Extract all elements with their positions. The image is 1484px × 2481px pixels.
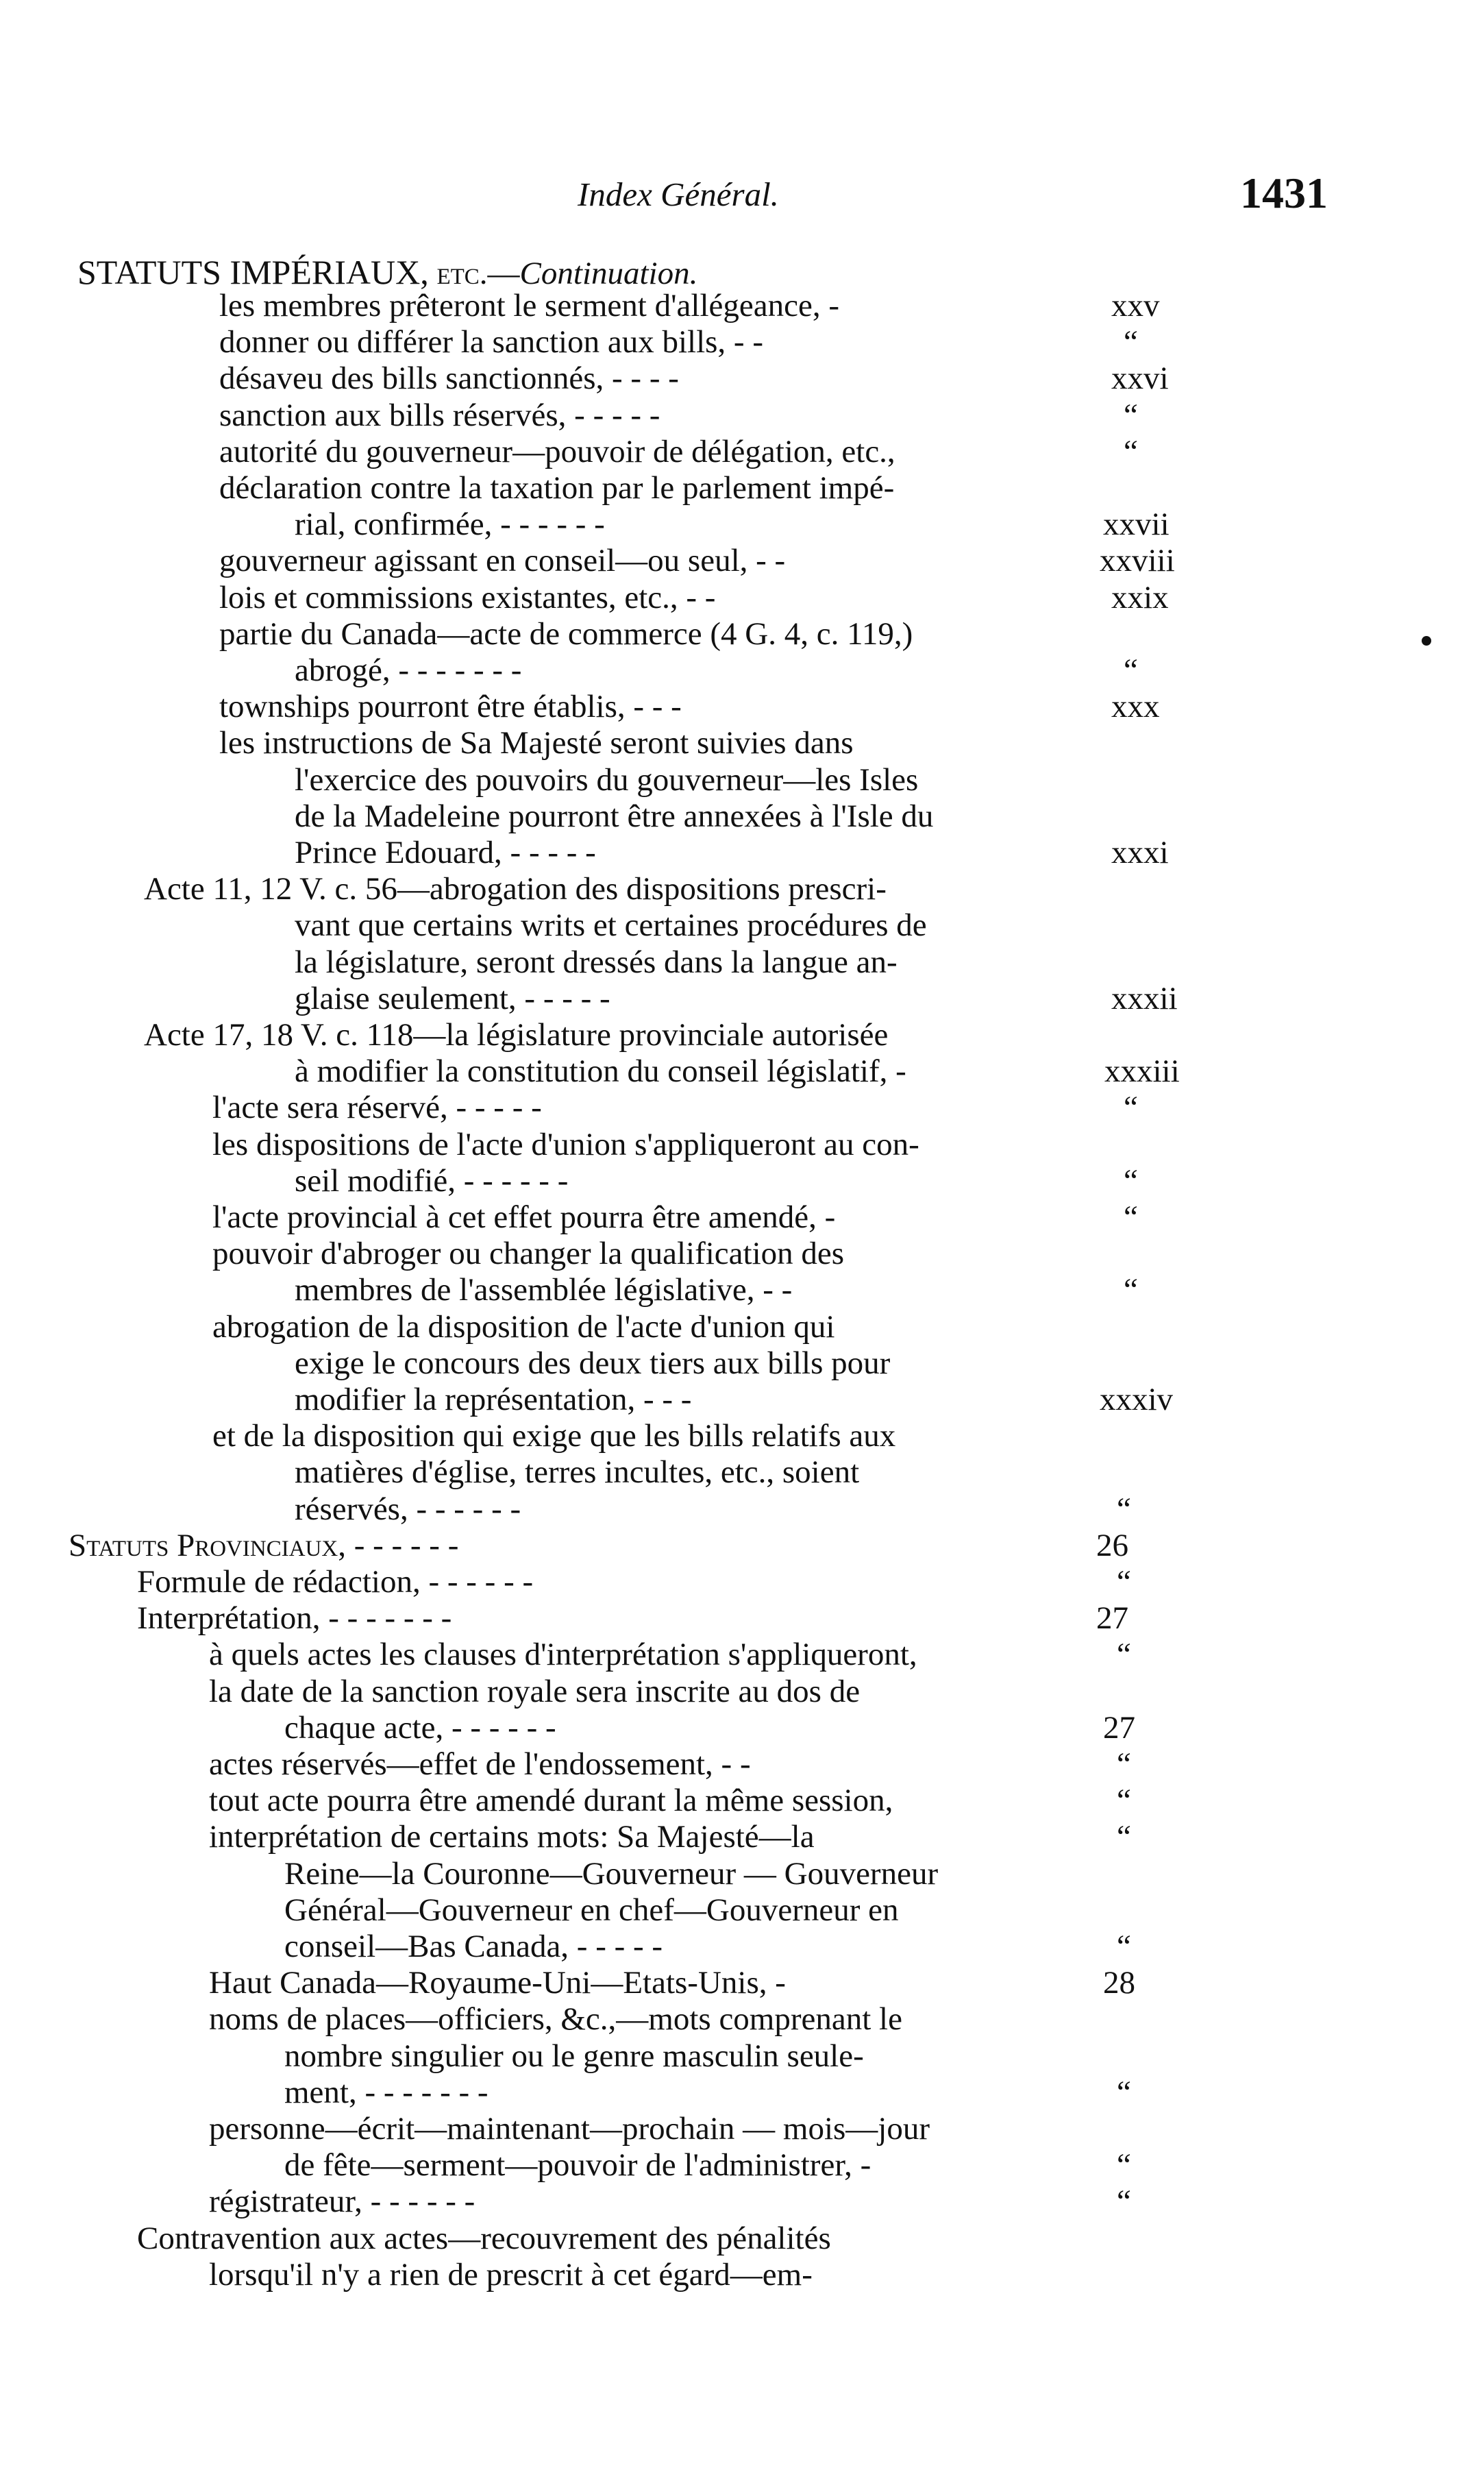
entry-text: Reine—la Couronne—Gouverneur — Gouverneur xyxy=(284,1855,939,1892)
entry-page-ref: xxvi xyxy=(1111,360,1169,397)
index-entry xyxy=(0,1271,1484,1308)
entry-text: Contravention aux actes—recouvrement des pénalités xyxy=(137,2220,831,2256)
entry-text: à quels actes les clauses d'interprétation s'appliqueront, xyxy=(209,1637,917,1673)
entry-text: les dispositions de l'acte d'union s'appliqueront au con- xyxy=(212,1126,919,1162)
entry-text: de fête—serment—pouvoir de l'administrer, - xyxy=(284,2147,871,2184)
entry-text: partie du Canada—acte de commerce (4 G. 4, c. 119,) xyxy=(219,615,913,652)
entry-page-ref: xxxiv xyxy=(1100,1382,1174,1417)
entry-text: les membres prêteront le serment d'allégeance, - xyxy=(219,288,839,323)
entry-text: autorité du gouverneur—pouvoir de délégation, etc., xyxy=(219,433,895,469)
entry-text: vant que certains writs et certaines procédures de xyxy=(295,907,927,944)
index-entry xyxy=(0,2220,1484,2257)
running-header-title: Index Général. xyxy=(578,175,779,213)
entry-page-ref: 27 xyxy=(1103,1709,1135,1746)
entry-text: la date de la sanction royale sera inscrite au dos de xyxy=(209,1673,861,1709)
entry-page-ref: 26 xyxy=(1096,1527,1128,1563)
entry-text: Formule de rédaction, - - - - - - xyxy=(137,1564,534,1600)
entry-page-ref: “ xyxy=(1124,1272,1138,1308)
index-entry xyxy=(0,724,1484,761)
entry-text: rial, confirmée, - - - - - - xyxy=(295,506,605,543)
entry-text: interprétation de certains mots: Sa Majesté—la xyxy=(209,1819,815,1855)
entry-text: donner ou différer la sanction aux bills, - - xyxy=(219,324,763,360)
index-entry xyxy=(0,2110,1484,2147)
entry-text: lois et commissions existantes, etc., - - xyxy=(219,579,716,615)
entry-text: glaise seulement, - - - - - xyxy=(295,980,610,1016)
index-entry xyxy=(0,688,1484,725)
entry-page-ref: xxxiii xyxy=(1104,1053,1180,1090)
page-number: 1431 xyxy=(1240,169,1328,217)
index-entry xyxy=(0,433,1484,470)
entry-text: les instructions de Sa Majesté seront suivies dans xyxy=(219,725,854,761)
entry-text: townships pourront être établis, - - - xyxy=(219,689,682,725)
index-entry xyxy=(0,1636,1484,1673)
index-entry xyxy=(0,1345,1484,1382)
index-entry xyxy=(0,360,1484,397)
index-entry xyxy=(0,287,1484,324)
entry-page-ref: “ xyxy=(1124,1090,1138,1126)
index-entry xyxy=(0,1928,1484,1965)
entry-page-ref: 27 xyxy=(1096,1600,1128,1637)
entry-text: tout acte pourra être amendé durant la même session, xyxy=(209,1783,893,1819)
index-entry xyxy=(0,944,1484,981)
index-entry xyxy=(0,1016,1484,1053)
entry-page-ref: “ xyxy=(1117,1929,1131,1964)
index-entry xyxy=(0,1563,1484,1600)
index-entry xyxy=(0,615,1484,652)
index-entry xyxy=(0,1417,1484,1454)
entry-text: et de la disposition qui exige que les bills relatifs aux xyxy=(212,1418,896,1454)
index-entry xyxy=(0,2074,1484,2111)
entry-text: Haut Canada—Royaume-Uni—Etats-Unis, - xyxy=(209,1965,786,2001)
entry-page-ref: “ xyxy=(1117,1783,1131,1819)
entry-page-ref: 28 xyxy=(1103,1965,1135,2001)
index-entry xyxy=(0,1709,1484,1746)
index-entry xyxy=(0,1199,1484,1236)
entry-text: gouverneur agissant en conseil—ou seul, - - xyxy=(219,543,786,579)
index-entry xyxy=(0,1162,1484,1199)
entry-text: abrogé, - - - - - - - xyxy=(295,652,522,688)
entry-page-ref: “ xyxy=(1117,2147,1131,2184)
margin-mark xyxy=(1422,636,1431,646)
entry-text: actes réservés—effet de l'endossement, - - xyxy=(209,1746,751,1782)
entry-page-ref: “ xyxy=(1124,324,1138,360)
index-entry xyxy=(0,1892,1484,1929)
index-entry xyxy=(0,1855,1484,1892)
entry-text: exige le concours des deux tiers aux bills pour xyxy=(295,1345,891,1381)
entry-page-ref: “ xyxy=(1117,1564,1131,1600)
index-entry xyxy=(0,579,1484,616)
entry-page-ref: “ xyxy=(1117,1491,1131,1527)
entry-page-ref: xxv xyxy=(1111,288,1160,323)
index-entry xyxy=(0,2001,1484,2038)
entry-page-ref: “ xyxy=(1117,1637,1131,1673)
index-entry xyxy=(0,1782,1484,1819)
heading-main: STATUTS IMPÉRIAUX, xyxy=(77,253,429,291)
index-entry xyxy=(0,469,1484,506)
index-entry xyxy=(0,980,1484,1017)
index-entry xyxy=(0,2147,1484,2184)
index-entry xyxy=(0,1454,1484,1491)
entry-text: l'exercice des pouvoirs du gouverneur—les Isles xyxy=(295,761,919,798)
entry-text: abrogation de la disposition de l'acte d'union qui xyxy=(212,1308,835,1345)
entry-text: Prince Edouard, - - - - - xyxy=(295,835,596,870)
entry-text: pouvoir d'abroger ou changer la qualification des xyxy=(212,1236,845,1272)
index-entry xyxy=(0,1964,1484,2001)
index-entry xyxy=(0,323,1484,360)
index-entry xyxy=(0,870,1484,907)
entry-page-ref: “ xyxy=(1124,433,1138,469)
index-entry xyxy=(0,397,1484,434)
index-entry xyxy=(0,1308,1484,1345)
index-entry xyxy=(0,1381,1484,1418)
entry-text: membres de l'assemblée législative, - - xyxy=(295,1272,793,1308)
entry-text: l'acte provincial à cet effet pourra être amendé, - xyxy=(212,1199,836,1235)
entry-page-ref: “ xyxy=(1117,1746,1131,1782)
entry-text: matières d'église, terres incultes, etc., soient xyxy=(295,1454,860,1491)
index-entry xyxy=(0,1673,1484,1710)
entry-text: lorsqu'il n'y a rien de prescrit à cet égard—em- xyxy=(209,2256,813,2293)
index-entry xyxy=(0,542,1484,579)
entry-text: Acte 11, 12 V. c. 56—abrogation des dispositions prescri- xyxy=(144,871,887,907)
index-entry xyxy=(0,907,1484,944)
entry-text: réservés, - - - - - - xyxy=(295,1491,521,1527)
index-entry xyxy=(0,2183,1484,2220)
entry-text: à modifier la constitution du conseil législatif, - xyxy=(295,1053,906,1090)
entry-text: noms de places—officiers, &c.,—mots comprenant le xyxy=(209,2001,902,2038)
entry-text: désaveu des bills sanctionnés, - - - - xyxy=(219,360,679,397)
entry-page-ref: “ xyxy=(1124,1199,1138,1235)
index-entry xyxy=(0,834,1484,871)
entry-page-ref: “ xyxy=(1117,1819,1131,1855)
entry-page-ref: “ xyxy=(1117,2184,1131,2220)
entry-text: de la Madeleine pourront être annexées à l'Isle du xyxy=(295,798,934,834)
entry-page-ref: “ xyxy=(1124,397,1138,433)
entry-page-ref: “ xyxy=(1117,2074,1131,2110)
heading-continuation: Continuation. xyxy=(519,256,698,291)
entry-text: Interprétation, - - - - - - - xyxy=(137,1600,452,1637)
index-entry xyxy=(0,1746,1484,1783)
entry-text: la législature, seront dressés dans la langue an- xyxy=(295,944,898,980)
index-entry xyxy=(0,2256,1484,2293)
entry-text: conseil—Bas Canada, - - - - - xyxy=(284,1929,663,1964)
index-entry xyxy=(0,1600,1484,1637)
section-heading-statuts-imperiaux xyxy=(77,254,697,291)
index-entry xyxy=(0,652,1484,689)
entry-page-ref: xxviii xyxy=(1100,543,1175,579)
entry-page-ref: xxvii xyxy=(1103,506,1170,543)
index-entry xyxy=(0,1126,1484,1163)
entry-page-ref: xxix xyxy=(1111,579,1169,615)
entry-text: Statuts Provinciaux, - - - - - - xyxy=(69,1527,459,1563)
index-entry xyxy=(0,1491,1484,1528)
entry-text: chaque acte, - - - - - - xyxy=(284,1709,556,1746)
heading-etc: etc.— xyxy=(436,256,520,291)
entry-text: Acte 17, 18 V. c. 118—la législature provinciale autorisée xyxy=(144,1017,889,1053)
entry-page-ref: “ xyxy=(1124,1162,1138,1199)
entry-text: déclaration contre la taxation par le parlement impé- xyxy=(219,470,895,506)
index-entry xyxy=(0,1235,1484,1272)
entry-text: Général—Gouverneur en chef—Gouverneur en xyxy=(284,1892,899,1928)
entry-text: sanction aux bills réservés, - - - - - xyxy=(219,397,660,433)
entry-page-ref: “ xyxy=(1124,652,1138,688)
entry-text: ment, - - - - - - - xyxy=(284,2074,489,2110)
entry-text: nombre singulier ou le genre masculin seule- xyxy=(284,2038,864,2074)
index-entry xyxy=(0,2038,1484,2075)
entry-page-ref: xxxi xyxy=(1111,835,1169,870)
index-entry xyxy=(0,761,1484,798)
entry-text: régistrateur, - - - - - - xyxy=(209,2184,475,2220)
entry-text: seil modifié, - - - - - - xyxy=(295,1162,569,1199)
entry-text: modifier la représentation, - - - xyxy=(295,1382,692,1417)
index-entry xyxy=(0,1053,1484,1090)
entry-page-ref: xxx xyxy=(1111,689,1160,725)
index-entry xyxy=(0,1527,1484,1564)
entry-text: l'acte sera réservé, - - - - - xyxy=(212,1090,542,1126)
index-entry xyxy=(0,798,1484,835)
entry-page-ref: xxxii xyxy=(1111,980,1178,1016)
index-entry xyxy=(0,506,1484,543)
index-entry xyxy=(0,1089,1484,1126)
index-entry xyxy=(0,1818,1484,1855)
entry-text: personne—écrit—maintenant—prochain — mois—jour xyxy=(209,2111,930,2147)
